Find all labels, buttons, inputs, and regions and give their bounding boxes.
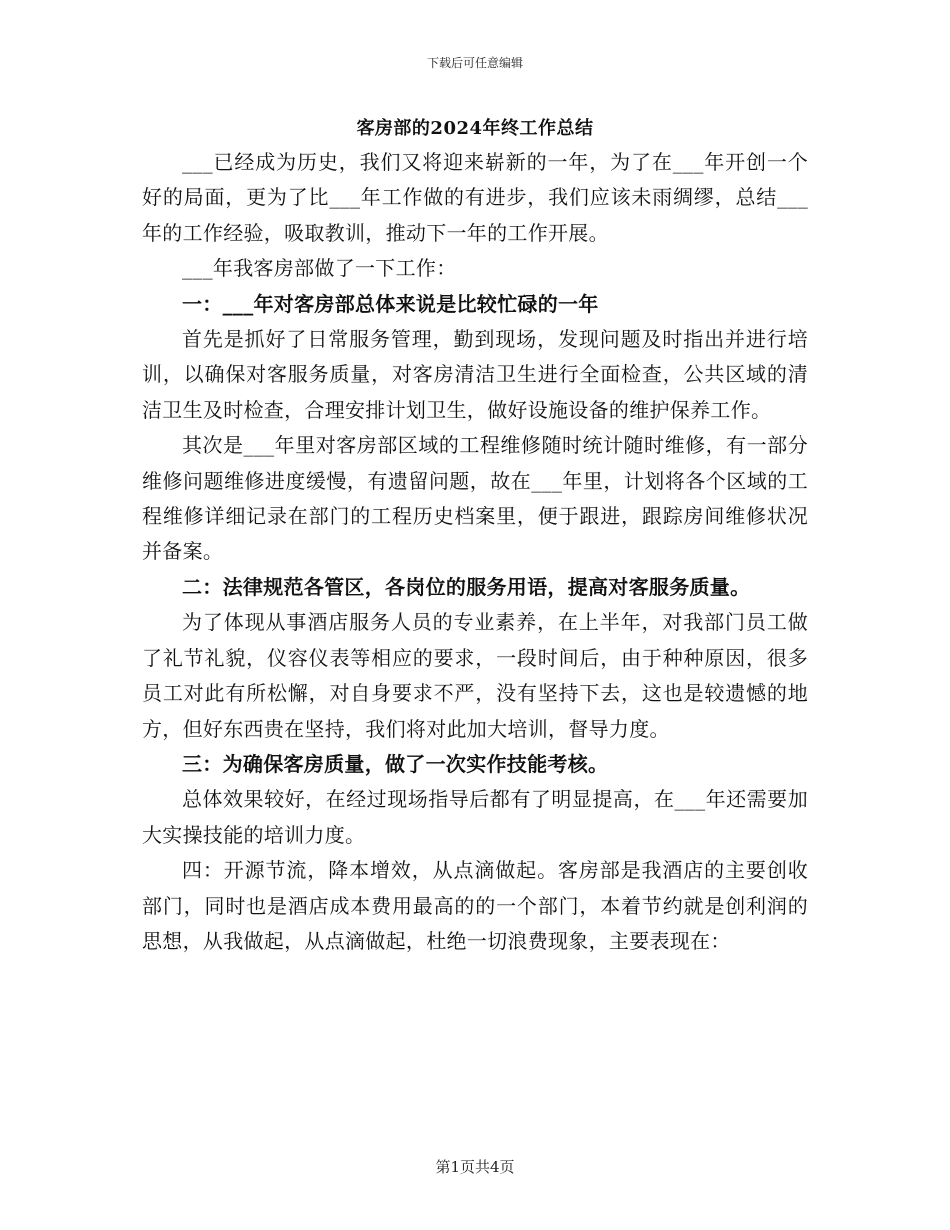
paragraph-work-list-intro: ___年我客房部做了一下工作： <box>182 256 457 281</box>
section-heading-1: 一：___年对客房部总体来说是比较忙碌的一年 <box>182 291 599 316</box>
paragraph-skills-result: 总体效果较好，在经过现场指导后都有了明显提高，在___年还需要加大实操技能的培训力度。 <box>142 787 808 847</box>
paragraph-service-management: 首先是抓好了日常服务管理，勤到现场，发现问题及时指出并进行培训，以确保对客服务质量，对客房清洁卫生进行全面检查，公共区域的清洁卫生及时检查，合理安排计划卫生，做好设施设备的维护保养工作。 <box>142 327 808 422</box>
page-number: 第1页共4页 <box>435 1158 515 1176</box>
document-title: 客房部的2024年终工作总结 <box>356 118 594 139</box>
header-note: 下载后可任意编辑 <box>426 56 523 70</box>
paragraph-cost-saving: 四：开源节流，降本增效，从点滴做起。客房部是我酒店的主要创收部门，同时也是酒店成本费用最高的的一个部门，本着节约就是创利润的思想，从我做起，从点滴做起，杜绝一切浪费现象，主要表现在： <box>142 858 808 953</box>
paragraph-intro: ___已经成为历史，我们又将迎来崭新的一年，为了在___年开创一个好的局面，更为了比___年工作做的有进步，我们应该未雨绸缪，总结___年的工作经验，吸取教训，推动下一年的工作开展。 <box>142 150 808 245</box>
section-heading-2: 二：法律规范各管区，各岗位的服务用语，提高对客服务质量。 <box>182 574 751 599</box>
paragraph-maintenance: 其次是___年里对客房部区域的工程维修随时统计随时维修，有一部分维修问题维修进度缓慢，有遗留问题，故在___年里，计划将各个区域的工程维修详细记录在部门的工程历史档案里，便于跟进，跟踪房间维修状况并备案。 <box>142 433 808 564</box>
document-body <box>142 145 808 959</box>
paragraph-professionalism: 为了体现从事酒店服务人员的专业素养，在上半年，对我部门员工做了礼节礼貌，仪容仪表等相应的要求，一段时间后，由于种种原因，很多员工对此有所松懈，对自身要求不严，没有坚持下去，这也是较遗憾的地方，但好东西贵在坚持，我们将对此加大培训，督导力度。 <box>142 610 808 741</box>
section-heading-3: 三：为确保客房质量，做了一次实作技能考核。 <box>182 751 609 776</box>
